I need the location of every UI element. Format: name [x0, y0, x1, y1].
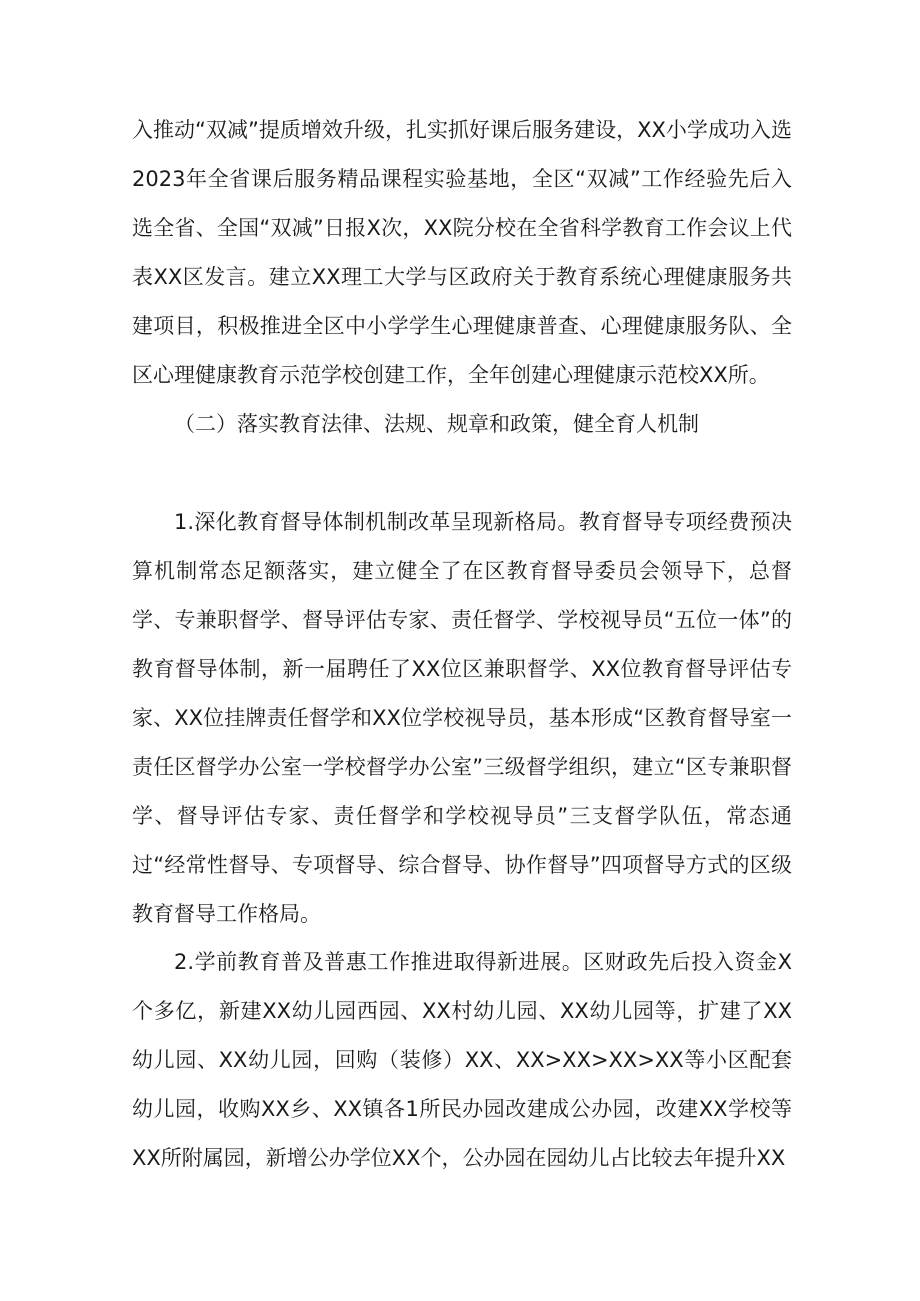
section-heading: （二）落实教育法律、法规、规章和政策，健全育人机制 — [174, 412, 699, 436]
paragraph-education-supervision: 1.深化教育督导体制机制改革呈现新格局。教育督导专项经费预决算机制常态足额落实，建立健全了在区教育督导委员会领导下，总督学、专兼职督学、督导评估专家、责任督学、学校视导员“五位一体”的教育督导体制，新一届聘任了XX位区兼职督学、XX位教育督导评估专家、XX位挂牌责任督学和XX位学校视导员，基本形成“区教育督导室一责任区督学办公室一学校督学办公室”三级督学组织，建立“区专兼职督学、督导评估专家、责任督学和学校视导员”三支督学队伍，常态通过“经常性督导、专项督导、综合督导、协作督导”四项督导方式的区级教育督导工作格局。 — [132, 510, 792, 926]
paragraph-preschool-education: 2.学前教育普及普惠工作推进取得新进展。区财政先后投入资金X个多亿，新建XX幼儿园西园、XX村幼儿园、XX幼儿园等，扩建了XX幼儿园、XX幼儿园，回购（装修）XX、XX>XX>XX>XX等小区配套幼儿园，收购XX乡、XX镇各1所民办园改建成公办园，改建XX学校等XX所附属园，新增公办学位XX个，公办园在园幼儿占比较去年提升XX — [132, 950, 792, 1170]
paragraph-double-reduction: 入推动“双减”提质增效升级，扎实抓好课后服务建设，XX小学成功入选2023年全省课后服务精品课程实验基地，全区“双减”工作经验先后入选全省、全国“双减”日报X次，XX院分校在全省科学教育工作会议上代表XX区发言。建立XX理工大学与区政府关于教育系统心理健康服务共建项目，积极推进全区中小学学生心理健康普查、心理健康服务队、全区心理健康教育示范学校创建工作，全年创建心理健康示范校XX所。 — [132, 118, 792, 387]
